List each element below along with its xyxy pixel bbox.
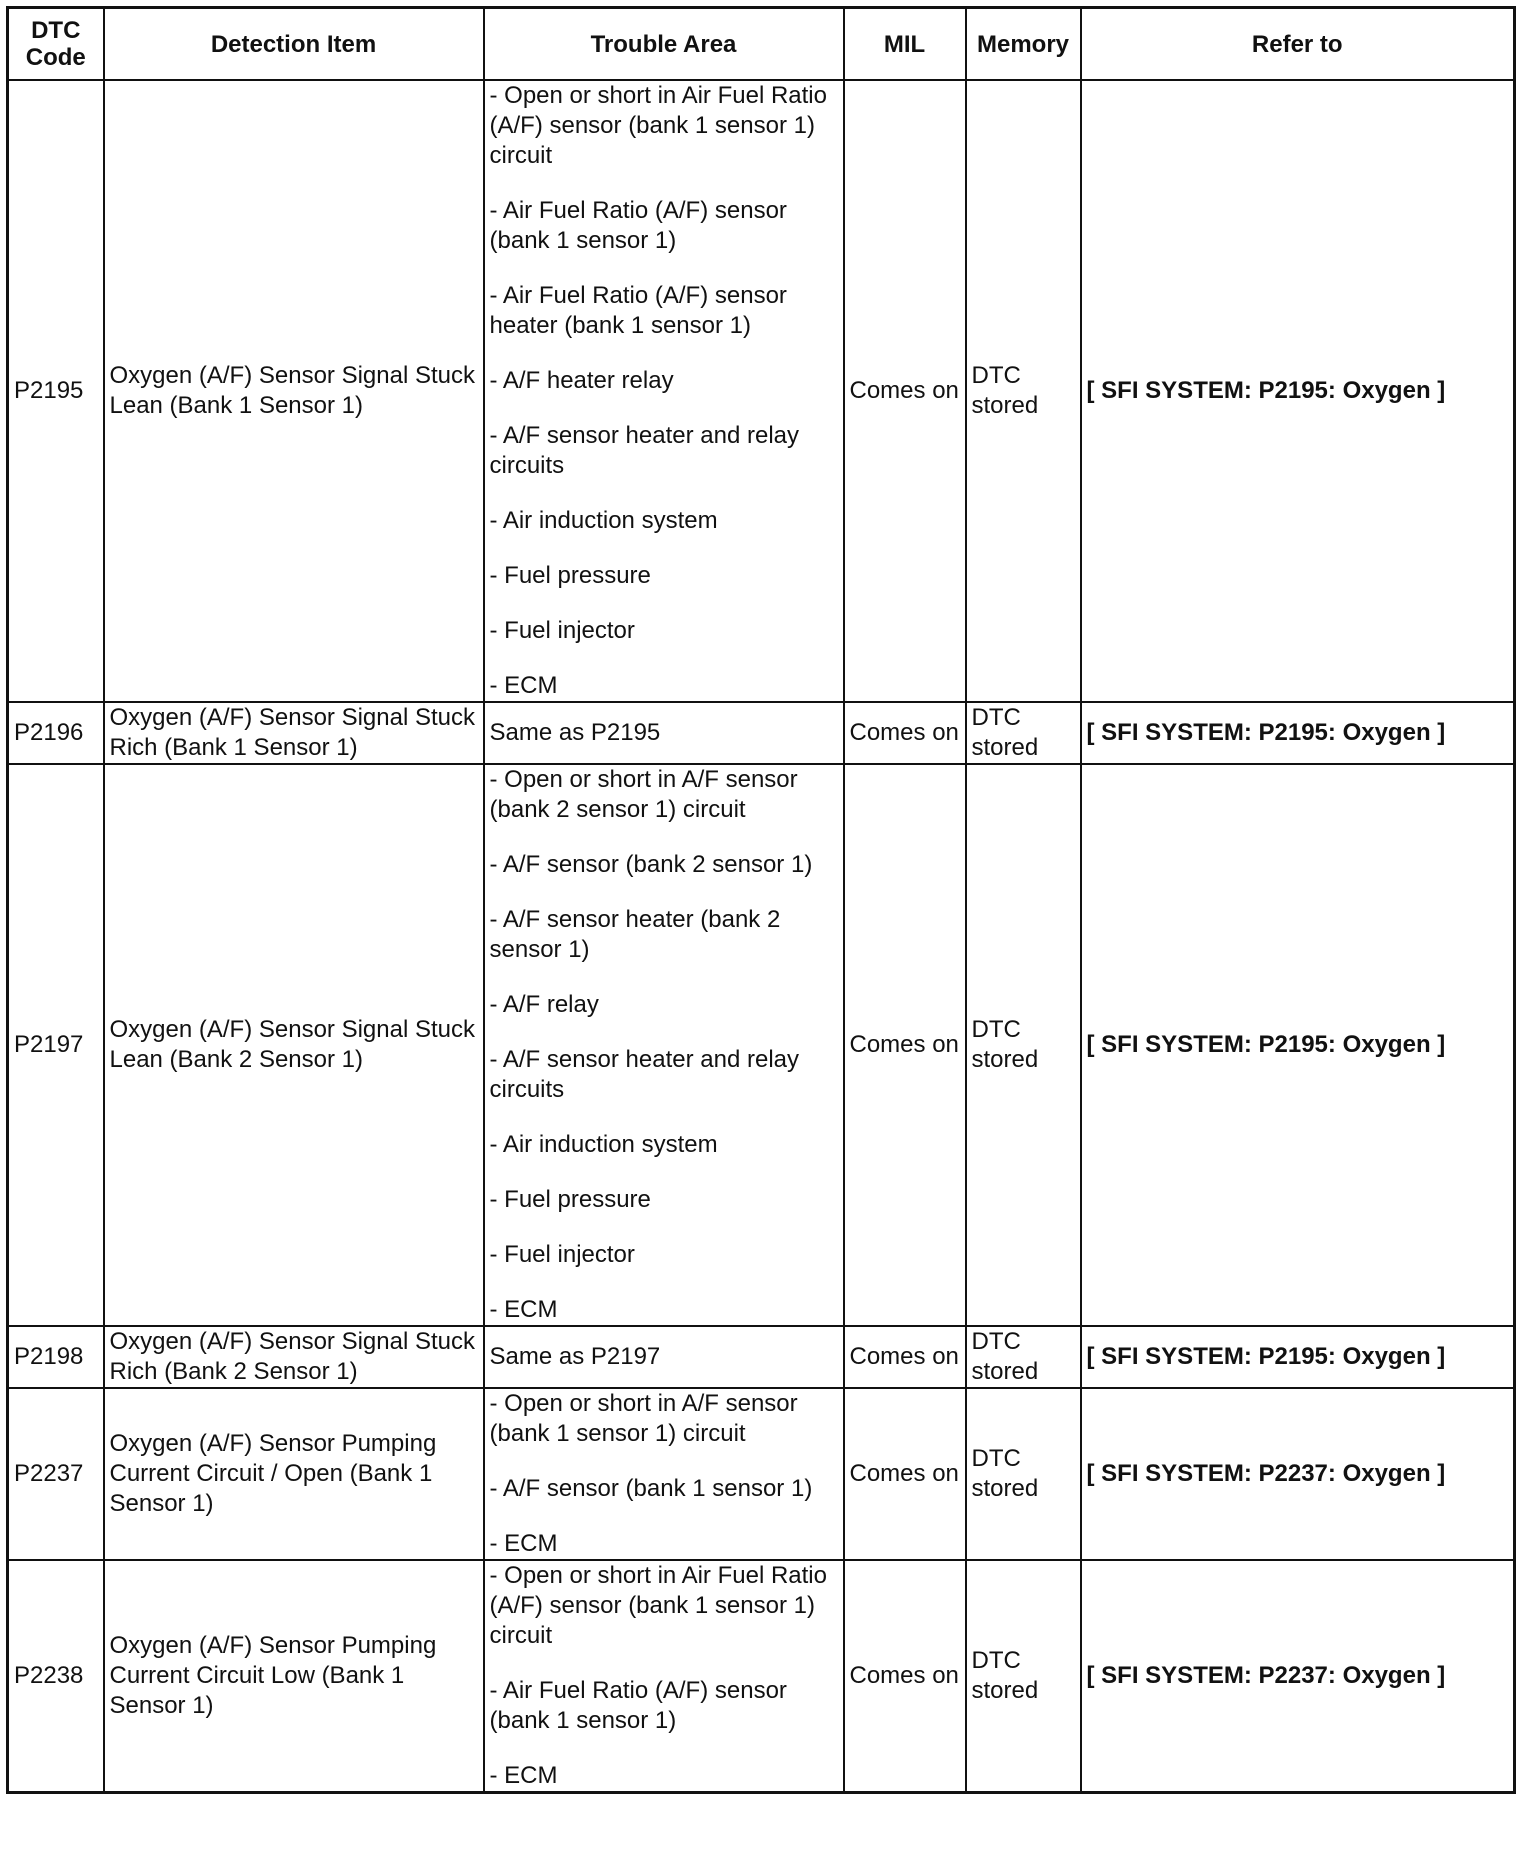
trouble-area-item: Same as P2197 [489,1343,661,1370]
trouble-area-item: - Fuel pressure [489,562,651,589]
trouble-area-item: - Air Fuel Ratio (A/F) sensor (bank 1 sensor 1) [489,1677,787,1734]
header-row [8,8,1515,81]
table-row [8,1326,1515,1388]
trouble-area-cell [484,702,844,764]
mil-cell: Comes on [844,1560,966,1793]
trouble-area-item: - Open or short in A/F sensor (bank 1 sensor 1) circuit [489,1390,798,1447]
trouble-area-item: - Open or short in Air Fuel Ratio (A/F) sensor (bank 1 sensor 1) circuit [489,1562,827,1649]
trouble-area-cell [484,764,844,1326]
mil-cell: Comes on [844,1388,966,1560]
refer-to-link[interactable]: [ SFI SYSTEM: P2237: Oxygen ] [1081,1388,1515,1560]
trouble-area-item: - A/F sensor heater (bank 2 sensor 1) [489,906,781,963]
detection-item-cell: Oxygen (A/F) Sensor Pumping Current Circuit / Open (Bank 1 Sensor 1) [104,1388,484,1560]
trouble-area-item: - Air induction system [489,1131,718,1158]
header-refer-to: Refer to [1081,8,1515,81]
detection-item-cell: Oxygen (A/F) Sensor Pumping Current Circuit Low (Bank 1 Sensor 1) [104,1560,484,1793]
trouble-area-item: - A/F relay [489,991,599,1018]
trouble-area-item: - Fuel pressure [489,1186,651,1213]
trouble-area-item: - Air induction system [489,507,718,534]
trouble-area-item: - Open or short in A/F sensor (bank 2 sensor 1) circuit [489,766,798,823]
refer-to-link[interactable]: [ SFI SYSTEM: P2195: Oxygen ] [1081,1326,1515,1388]
refer-to-link[interactable]: [ SFI SYSTEM: P2195: Oxygen ] [1081,702,1515,764]
trouble-area-item: Same as P2195 [489,719,661,746]
trouble-area-item: - Air Fuel Ratio (A/F) sensor (bank 1 sensor 1) [489,197,787,254]
dtc-code-cell: P2198 [8,1326,104,1388]
header-detection-item: Detection Item [104,8,484,81]
trouble-area-cell [484,80,844,702]
memory-cell: DTC stored [966,764,1081,1326]
dtc-code-cell: P2197 [8,764,104,1326]
trouble-area-item: - ECM [489,672,558,699]
header-mil: MIL [844,8,966,81]
trouble-area-cell [484,1326,844,1388]
memory-cell: DTC stored [966,1560,1081,1793]
detection-item-cell: Oxygen (A/F) Sensor Signal Stuck Lean (Bank 2 Sensor 1) [104,764,484,1326]
trouble-area-item: - Fuel injector [489,1241,635,1268]
trouble-area-item: - ECM [489,1296,558,1323]
detection-item-cell: Oxygen (A/F) Sensor Signal Stuck Rich (Bank 2 Sensor 1) [104,1326,484,1388]
header-memory: Memory [966,8,1081,81]
dtc-code-cell: P2238 [8,1560,104,1793]
trouble-area-item: - Fuel injector [489,617,635,644]
table-row [8,764,1515,1326]
refer-to-link[interactable]: [ SFI SYSTEM: P2237: Oxygen ] [1081,1560,1515,1793]
mil-cell: Comes on [844,80,966,702]
trouble-area-item: - ECM [489,1762,558,1789]
table-row [8,1560,1515,1793]
refer-to-link[interactable]: [ SFI SYSTEM: P2195: Oxygen ] [1081,80,1515,702]
header-dtc-code: DTC Code [8,8,104,81]
mil-cell: Comes on [844,764,966,1326]
dtc-code-cell: P2195 [8,80,104,702]
header-trouble-area: Trouble Area [484,8,844,81]
dtc-code-cell: P2196 [8,702,104,764]
table-row [8,80,1515,702]
memory-cell: DTC stored [966,1388,1081,1560]
memory-cell: DTC stored [966,80,1081,702]
trouble-area-item: - Air Fuel Ratio (A/F) sensor heater (bank 1 sensor 1) [489,282,787,339]
table-body [8,80,1515,1793]
refer-to-link[interactable]: [ SFI SYSTEM: P2195: Oxygen ] [1081,764,1515,1326]
trouble-area-item: - A/F sensor heater and relay circuits [489,1046,799,1103]
detection-item-cell: Oxygen (A/F) Sensor Signal Stuck Rich (Bank 1 Sensor 1) [104,702,484,764]
mil-cell: Comes on [844,1326,966,1388]
detection-item-cell: Oxygen (A/F) Sensor Signal Stuck Lean (Bank 1 Sensor 1) [104,80,484,702]
trouble-area-cell [484,1388,844,1560]
memory-cell: DTC stored [966,1326,1081,1388]
trouble-area-item: - A/F sensor (bank 1 sensor 1) [489,1475,813,1502]
trouble-area-item: - Open or short in Air Fuel Ratio (A/F) sensor (bank 1 sensor 1) circuit [489,82,827,169]
table-row [8,702,1515,764]
table-row [8,1388,1515,1560]
trouble-area-item: - A/F sensor (bank 2 sensor 1) [489,851,813,878]
mil-cell: Comes on [844,702,966,764]
trouble-area-cell [484,1560,844,1793]
dtc-code-cell: P2237 [8,1388,104,1560]
trouble-area-item: - A/F sensor heater and relay circuits [489,422,799,479]
trouble-area-item: - A/F heater relay [489,367,674,394]
dtc-table [6,6,1516,1794]
memory-cell: DTC stored [966,702,1081,764]
trouble-area-item: - ECM [489,1530,558,1557]
